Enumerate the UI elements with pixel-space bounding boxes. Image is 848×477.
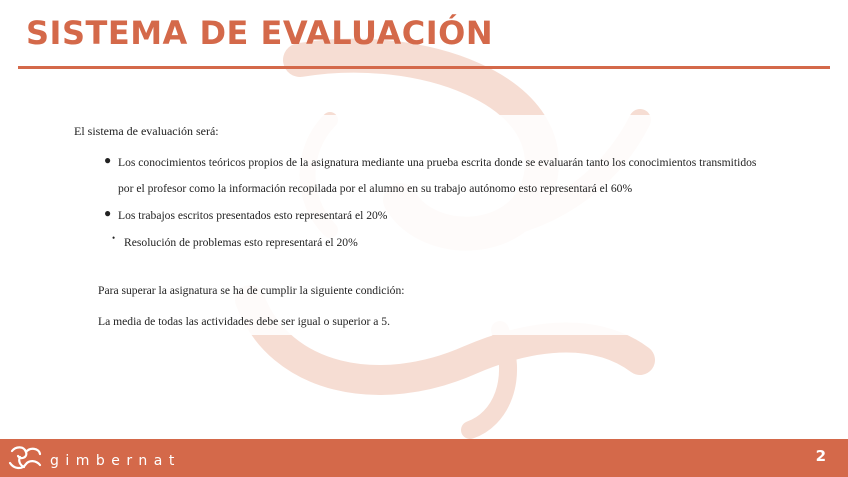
bullet-dot-icon: ● — [104, 206, 112, 220]
gimbernat-logo-icon — [6, 443, 46, 473]
footer-bar — [0, 439, 848, 477]
evaluation-item: Los conocimientos teóricos propios de la asignatura mediante una prueba escrita donde se evaluarán tanto los conocimientos transmitidos por el profesor como la información recopilada por el alumno en su trabajo autónomo esto representará el 60% — [118, 156, 757, 195]
title-divider — [18, 66, 830, 69]
evaluation-item: Los trabajos escritos presentados esto representará el 20% — [118, 209, 388, 222]
bullet-dot-icon: • — [112, 233, 116, 243]
slide-title: SISTEMA DE EVALUACIÓN — [26, 14, 494, 52]
evaluation-item: Resolución de problemas esto representará el 20% — [124, 236, 358, 249]
condition-text: La media de todas las actividades debe ser igual o superior a 5. — [98, 315, 390, 328]
document-excerpt — [62, 115, 774, 335]
page-number: 2 — [815, 447, 826, 465]
condition-heading: Para superar la asignatura se ha de cumplir la siguiente condición: — [98, 284, 405, 297]
evaluation-intro: El sistema de evaluación será: — [74, 124, 219, 138]
brand-name: gimbernat — [50, 453, 181, 469]
bullet-dot-icon: ● — [104, 153, 112, 167]
